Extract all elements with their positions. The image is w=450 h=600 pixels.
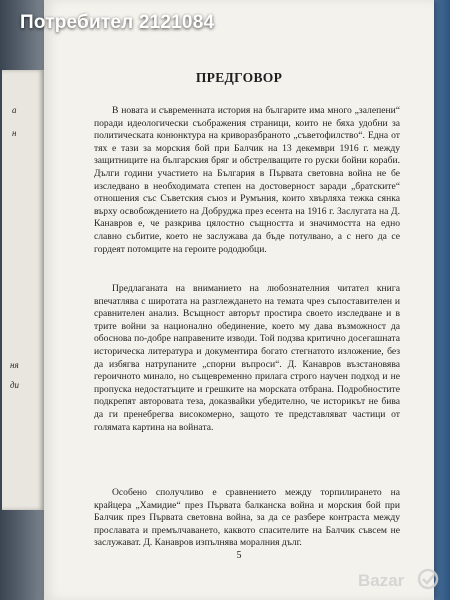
left-page-fragment: ди: [10, 380, 20, 390]
watermark-text: Bazar: [358, 571, 405, 590]
bazar-logo: [358, 566, 442, 594]
bazar-logo-icon: [358, 566, 442, 594]
left-page-fragment: н: [12, 128, 17, 138]
book-page: [44, 0, 434, 600]
paragraph: Предлаганата на вниманието на любознателния читател книга впечатлява с широтата на разглеждането на темата чрез съпоставителен и сравнителен анализ. Всъщност авторът простира своето изследване и в трите войни за национално обединение, което му дава възможност да обоснова по-добре направените изводи. Той подзва критично досегашната историческа литература и документира богато стегнатото изложение, без да избягва натрупаните „спорни въпроси“. Д. Канавров възстановява героичното минало, но същевременно прилага строго научен подход и не пропуска недостатъците и грешките на морската отбрана. Подробностите подкрепят авторовата теза, доказвайки убедително, че историкът не бива да ги пренебрегва високомерно, защото те представляват частици от голямата картина на войната.: [94, 283, 400, 433]
paragraph: В новата и съвременната история на българите има много „залепени“ поради идеологически съображения страници, които не бяха удобни за политическата конюнктура на криворазбраното „съветофилство“. Една от тях е тази за морския бой при Балчик на 13 декември 1916 г. между защитниците на българския бряг и обстрелващите го руски бойни кораби. Дълги години участието на България в Първата световна война не бе изследвано в необходимата степен на достоверност заради „братските“ отношения със Съветския съюз и Румъния, които хвърляха тежка сянка върху освобождението на Добруджа през есента на 1916 г. Заслугата на Д. Канавров е, че разкрива цялостно същността и значимостта на едно славно събитие, което не заслужава да бъде потулвано, а с него да се гордеят потомците на героите рододюбци.: [94, 105, 400, 255]
left-page-fragment: а: [12, 105, 17, 115]
previous-page-edge: [2, 70, 44, 510]
page-number: 5: [236, 550, 242, 561]
paragraph: Особено сполучливо е сравнението между торпилирането на крайцера „Хамидие“ през Първата балканска война и морския бой при Балчик през Първата световна война, за да се разбере контраста между прославата и премълчаването, каквото спасителите на Балчик съвсем не заслужават. Д. Канавров изпълнява моралния дълг.: [94, 487, 400, 549]
page-heading: ПРЕДГОВОР: [195, 70, 283, 85]
left-page-fragment: ня: [10, 360, 19, 370]
seller-username[interactable]: Потребител 2121084: [20, 12, 215, 33]
